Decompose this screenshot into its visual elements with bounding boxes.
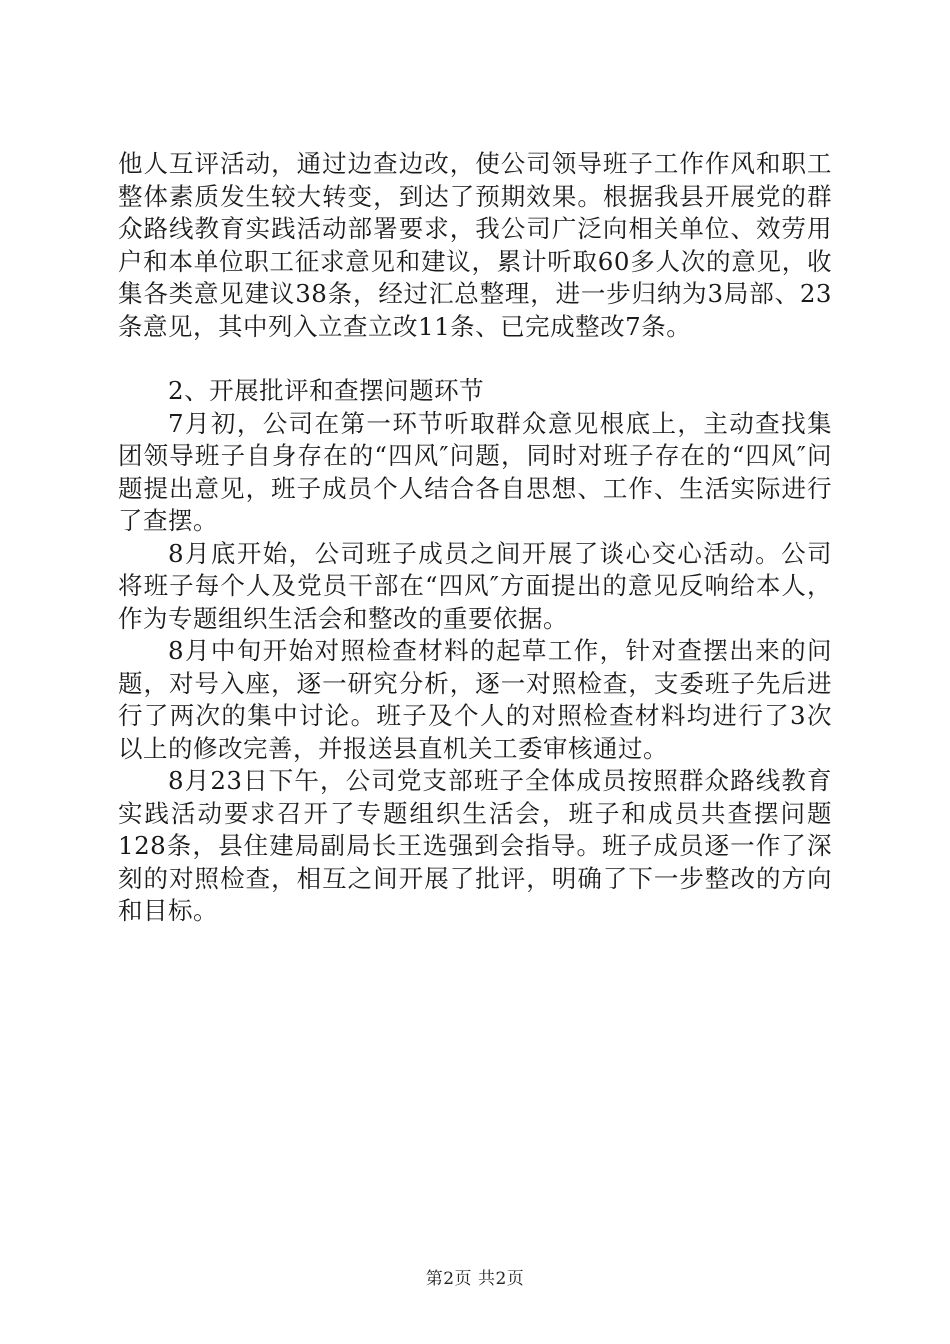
section-heading: 2、开展批评和查摆问题环节 bbox=[168, 376, 485, 405]
paragraph-continuation: 他人互评活动，通过边查边改，使公司领导班子工作作风和职工整体素质发生较大转变，到达了预期效果。根据我县开展党的群众路线教育实践活动部署要求，我公司广泛向相关单位、效劳用户和本单位职工征求意见和建议，累计听取60多人次的意见，收集各类意见建议38条，经过汇总整理，进一步归纳为3局部、23条意见，其中列入立查立改11条、已完成整改7条。 bbox=[118, 149, 832, 341]
paragraph-august-23: 8月23日下午，公司党支部班子全体成员按照群众路线教育实践活动要求召开了专题组织生活会，班子和成员共查摆问题128条，县住建局副局长王选强到会指导。班子成员逐一作了深刻的对照检查，相互之间开展了批评，明确了下一步整改的方向和目标。 bbox=[118, 766, 832, 925]
paragraph-august-end: 8月底开始，公司班子成员之间开展了谈心交心活动。公司将班子每个人及党员干部在“四风″方面提出的意见反响给本人，作为专题组织生活会和整改的重要依据。 bbox=[118, 538, 832, 633]
paragraph-july: 7月初，公司在第一环节听取群众意见根底上，主动查找集团领导班子自身存在的“四风″问题，同时对班子存在的“四风″问题提出意见，班子成员个人结合各自思想、工作、生活实际进行了查摆。 bbox=[118, 408, 832, 535]
document-body bbox=[118, 148, 832, 928]
paragraph-august-mid: 8月中旬开始对照检查材料的起草工作，针对查摆出来的问题，对号入座，逐一研究分析，逐一对照检查，支委班子先后进行了两次的集中讨论。班子及个人的对照检查材料均进行了3次以上的修改完善，并报送县直机关工委审核通过。 bbox=[118, 636, 832, 763]
page-number-footer: 第2页 共2页 bbox=[425, 1269, 525, 1289]
